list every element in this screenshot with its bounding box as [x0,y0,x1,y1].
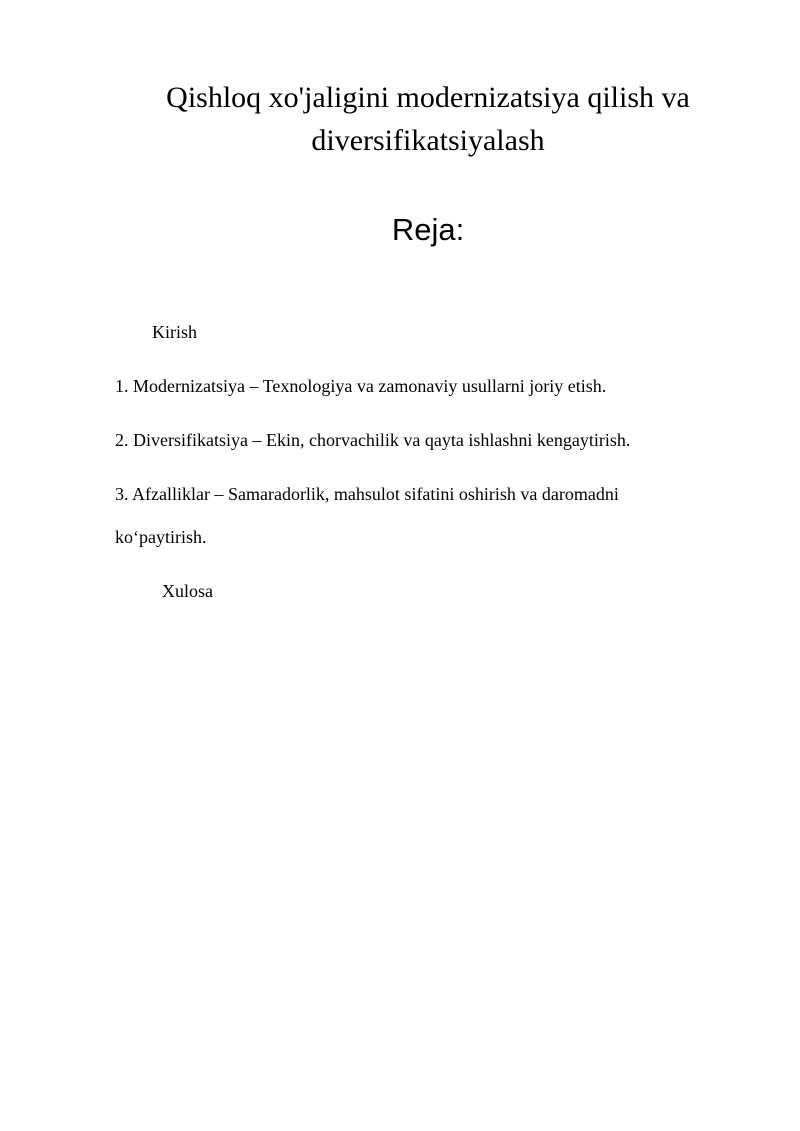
plan-heading: Reja: [391,212,465,247]
plan-item-1: 1. Modernizatsiya – Texnologiya va zamonaviy usullarni joriy etish. [115,376,607,396]
plan-item-2: 2. Diversifikatsiya – Ekin, chorvachilik va qayta ishlashni kengaytirish. [115,430,631,450]
plan-item-conclusion: Xulosa [162,581,213,601]
plan-item-3-continuation: koʻpaytirish. [115,527,207,547]
plan-item-3: 3. Afzalliklar – Samaradorlik, mahsulot sifatini oshirish va daromadni [115,484,619,504]
document-title: Qishloq xo'jaligini modernizatsiya qilish va diversifikatsiyalash [166,81,690,157]
plan-item-intro: Kirish [152,322,197,342]
